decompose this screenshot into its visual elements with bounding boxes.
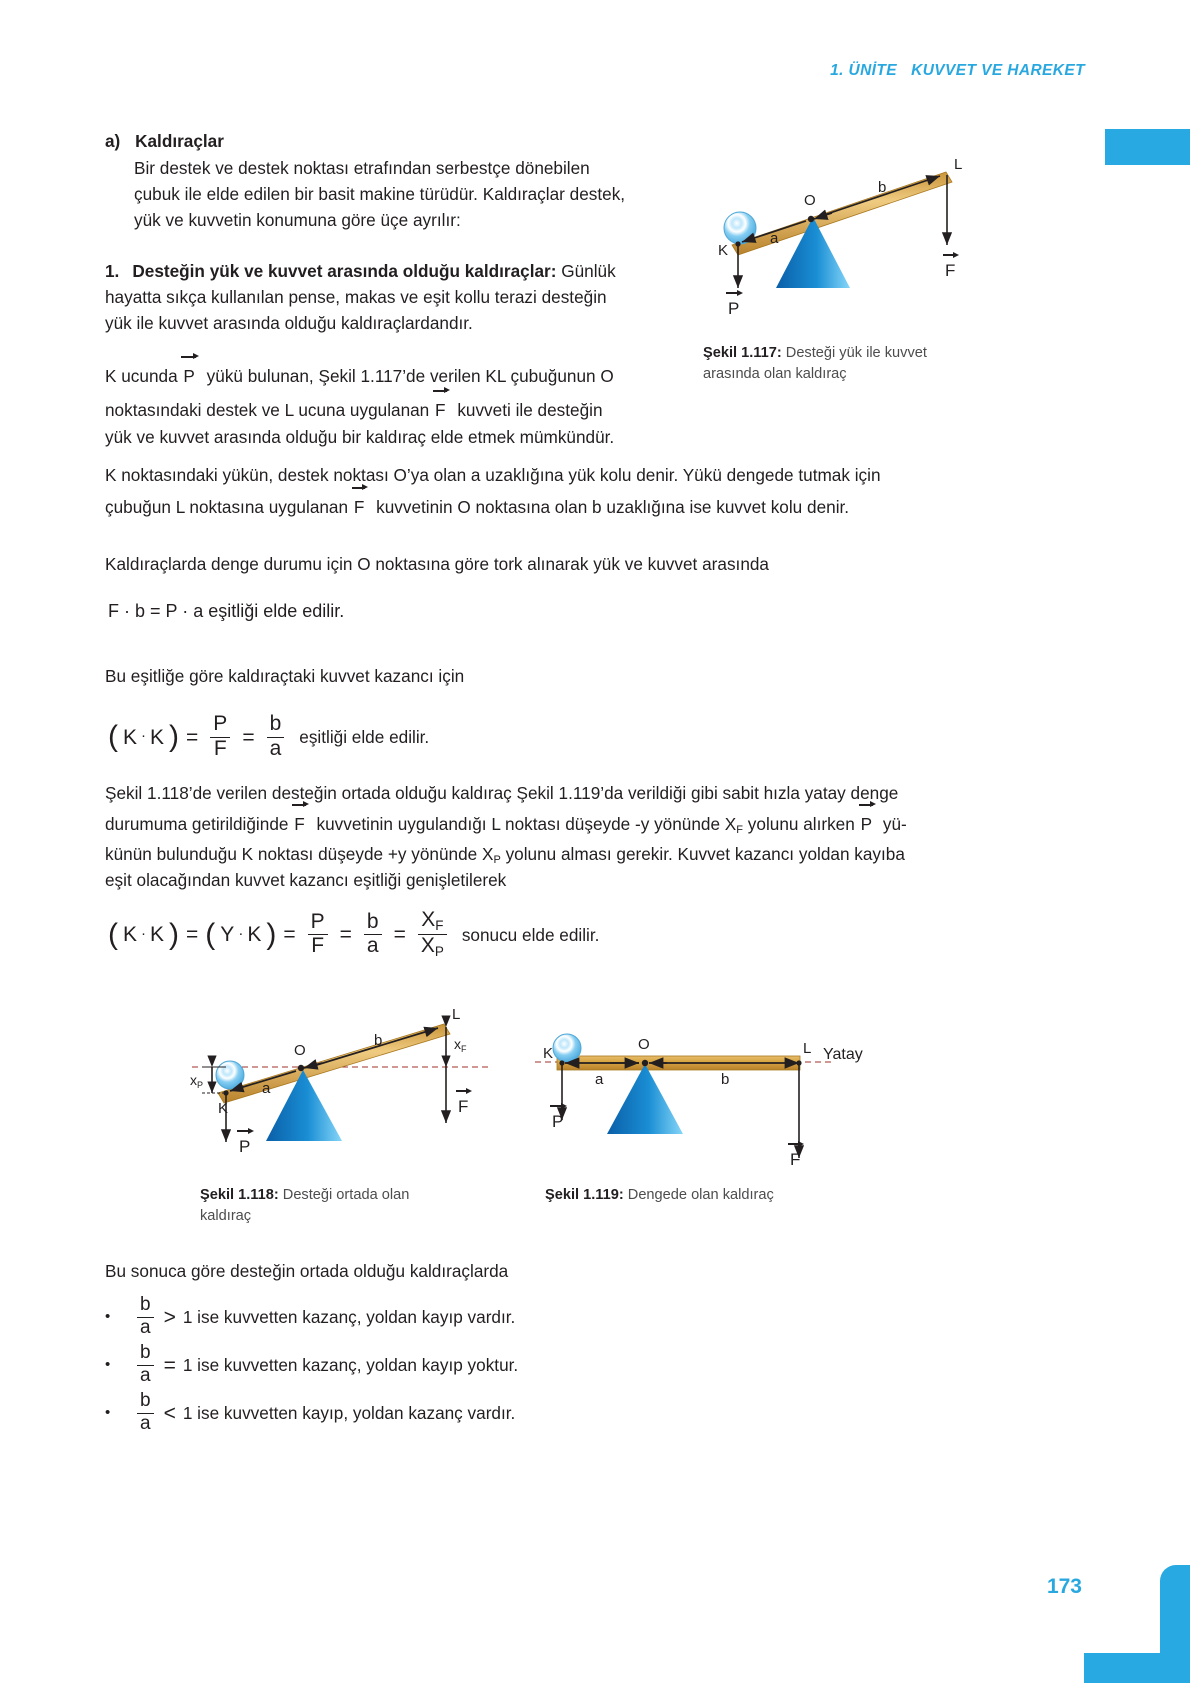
eq2-dot-2: ·	[238, 924, 244, 942]
para2-l2-b: kuvveti ile desteğin	[457, 400, 603, 420]
para3-l2-a: çubuğun L noktasına uygulanan	[105, 497, 349, 517]
label-O-118: O	[294, 1042, 306, 1059]
para6-l3-b: yolunu alması gerekir. Kuvvet kazancı yoldan kayıba	[500, 844, 905, 864]
equation-1	[108, 714, 429, 761]
eq2-tail: sonucu elde edilir.	[461, 924, 600, 945]
para5: Bu eşitliğe göre kaldıraçtaki kuvvet kazancı için	[105, 666, 465, 686]
label-xP-118: $x_P$	[190, 1072, 204, 1090]
section-title: Kaldıraçlar	[135, 131, 224, 151]
figure-1-117	[700, 145, 990, 345]
item1-line-2: hayatta sıkça kullanılan pense, makas ve eşit kollu terazi desteğin	[105, 287, 607, 307]
eq2-f3-den-sub: P	[434, 944, 444, 959]
caption-1-118	[200, 1185, 450, 1227]
pivot-point-O-119	[642, 1060, 648, 1066]
para6-line-2	[105, 811, 907, 844]
running-head: 1. ÜNİTE KUVVET VE HAREKET	[830, 62, 1085, 79]
eq2-f3-den: X	[420, 934, 435, 958]
load-ball-119	[553, 1034, 581, 1062]
eq1-tail: eşitliği elde edilir.	[299, 727, 430, 748]
label-b-119: b	[721, 1071, 730, 1088]
item1-number: 1.	[105, 261, 120, 281]
caption-1-119-text: Dengede olan kaldıraç	[623, 1187, 774, 1203]
section-heading	[105, 128, 224, 155]
fig117-label-P	[727, 299, 740, 319]
corner-decoration	[1084, 1565, 1190, 1683]
vector-F-inline-1: F	[434, 397, 447, 424]
para6-l2-a: durumuma getirildiğinde	[105, 814, 289, 834]
label-a-118: a	[262, 1080, 271, 1097]
section-marker: a)	[105, 131, 121, 151]
bullet-1-text: 1 ise kuvvetten kazanç, yoldan kayıp vardır.	[182, 1307, 516, 1328]
page-number: 173	[1046, 1575, 1082, 1598]
eq1-K2: K	[150, 725, 165, 749]
caption-1-117-text: Desteği yük ile kuvvet	[781, 345, 927, 361]
bullet-3-comparator: <	[163, 1401, 176, 1425]
para6-l2-d: yü-	[882, 814, 907, 834]
eq2-equals-1: =	[186, 923, 199, 947]
fig119-label-P	[551, 1112, 564, 1132]
bullet-2-comparator: =	[163, 1353, 176, 1377]
eq2-equals-3: =	[339, 923, 352, 947]
para6-l3-a: künün bulunduğu K noktası düşeyde +y yönünde X	[105, 844, 494, 864]
label-yatay: Yatay	[823, 1046, 863, 1063]
label-O-119: O	[638, 1036, 650, 1053]
figure-1-118	[190, 1005, 490, 1195]
bullet-dot-1: •	[105, 1308, 111, 1326]
eq2-f3-num-wrap	[418, 909, 447, 933]
corner-vertical-bar	[1160, 1565, 1190, 1683]
label-L-118: L	[452, 1006, 461, 1023]
fulcrum-119	[607, 1064, 683, 1134]
para2-l1-a: K ucunda	[105, 366, 178, 386]
vector-P-fig118: P	[238, 1137, 251, 1157]
eq2-f1-num: P	[310, 909, 325, 933]
eq2-equals-2: =	[283, 923, 296, 947]
bullet-2-fraction	[137, 1343, 154, 1386]
caption-1-117	[703, 343, 973, 385]
fig119-label-F	[789, 1150, 801, 1170]
item1-rest: Günlük	[556, 261, 616, 281]
eq2-K3: K	[247, 923, 262, 947]
eq1-dot: ·	[141, 727, 147, 745]
eq2-f1-den: F	[308, 934, 328, 958]
eq2-open-paren-2: (	[205, 917, 216, 951]
eq1-close-paren: )	[169, 720, 180, 754]
vector-F-fig119: F	[789, 1150, 801, 1170]
eq2-Y: Y	[220, 923, 235, 947]
eq1-frac2-num: b	[269, 712, 282, 735]
label-b: b	[878, 179, 887, 196]
eq2-close-paren-1: )	[169, 917, 180, 951]
caption-1-118-bold: Şekil 1.118:	[200, 1187, 279, 1203]
intro-line-3: yük ve kuvvetin konumuna göre üçe ayrılır:	[134, 210, 461, 230]
vector-F-fig118: F	[457, 1097, 469, 1117]
intro-line-1: Bir destek ve destek noktası etrafından serbestçe dönebilen	[134, 158, 590, 178]
header-accent-tab	[1105, 129, 1190, 165]
para2-line-3: yük ve kuvvet arasında olduğu bir kaldıraç elde etmek mümkündür.	[105, 427, 615, 447]
eq1-equals-2: =	[242, 725, 255, 749]
vector-F-inline-2: F	[353, 494, 366, 521]
bullet-1-den: a	[137, 1317, 154, 1339]
label-a-119: a	[595, 1071, 604, 1088]
eq1-K1: K	[123, 725, 138, 749]
bullet-2-den: a	[137, 1365, 154, 1387]
label-L: L	[954, 156, 963, 173]
eq1-frac2-den: a	[267, 737, 285, 761]
para6-l2-subF: F	[736, 824, 744, 837]
caption-1-117-bold: Şekil 1.117:	[703, 345, 782, 361]
item1-line-3: yük ile kuvvet arasında olduğu kaldıraçlardandır.	[105, 313, 473, 333]
bullet-item-3	[105, 1392, 515, 1435]
eq1-fraction-PF	[210, 713, 230, 760]
bullet-3-text: 1 ise kuvvetten kayıp, yoldan kazanç vardır.	[182, 1403, 516, 1424]
vector-F-inline-3: F	[293, 811, 306, 838]
lever-bar-118	[218, 1024, 450, 1103]
vector-P-inline-2: P	[860, 811, 873, 838]
intro-line-2: çubuk ile elde edilen bir basit makine türüdür. Kaldıraçlar destek,	[134, 184, 626, 204]
para3-line-1: K noktasındaki yükün, destek noktası O’ya olan a uzaklığına yük kolu denir. Yükü dengede tutmak için	[105, 465, 881, 485]
bullet-2-text: 1 ise kuvvetten kazanç, yoldan kayıp yoktur.	[182, 1355, 519, 1376]
para2-line-2	[105, 397, 603, 424]
bullet-3-num: b	[140, 1390, 151, 1411]
para2-l1-b: yükü bulunan, Şekil 1.117’de verilen KL çubuğunun O	[206, 366, 614, 386]
caption-1-119-bold: Şekil 1.119:	[545, 1187, 624, 1203]
eq2-fraction-PF	[308, 911, 328, 958]
bullet-1-fraction	[137, 1295, 154, 1338]
para6-l2-b: kuvvetinin uygulandığı L noktası düşeyde -y yönünde X	[316, 814, 737, 834]
fig117-label-F	[944, 261, 956, 281]
bullet-2-num: b	[140, 1342, 151, 1363]
pivot-point-O-118	[298, 1065, 304, 1071]
caption-1-118-text: Desteği ortada olan	[278, 1187, 410, 1203]
item1-line-1	[105, 258, 616, 285]
label-L-119: L	[803, 1040, 812, 1057]
para7: Bu sonuca göre desteğin ortada olduğu kaldıraçlarda	[105, 1261, 509, 1281]
bullet-item-2	[105, 1344, 518, 1387]
eq2-dot-1: ·	[141, 924, 147, 942]
para3-l2-b: kuvvetinin O noktasına olan b uzaklığına ise kuvvet kolu denir.	[376, 497, 850, 517]
para6-line-4: eşit olacağından kuvvet kazancı eşitliği genişletilerek	[105, 870, 507, 890]
label-K-119: K	[543, 1045, 554, 1062]
bullet-1-comparator: >	[163, 1305, 176, 1329]
para2-line-1	[105, 363, 614, 390]
caption-1-119	[545, 1185, 845, 1206]
para2-l2-a: noktasındaki destek ve L ucuna uygulanan	[105, 400, 430, 420]
vector-P-fig117: P	[727, 299, 740, 319]
figure-1-119	[535, 1020, 855, 1195]
label-b-118: b	[374, 1032, 383, 1049]
label-xF-118: $x_F$	[454, 1036, 467, 1054]
bullet-1-num: b	[140, 1294, 151, 1315]
eq2-close-paren-2: )	[266, 917, 277, 951]
para4: Kaldıraçlarda denge durumu için O noktasına göre tork alınarak yük ve kuvvet arasında	[105, 554, 769, 574]
bullet-dot-2: •	[105, 1356, 111, 1374]
vector-F-fig117: F	[944, 261, 956, 281]
equation-torque: F · b = P · a eşitliği elde edilir.	[108, 601, 345, 621]
eq2-f3-num: X	[421, 908, 436, 931]
bullet-dot-3: •	[105, 1404, 111, 1422]
equation-2	[108, 910, 599, 961]
eq1-frac1-num: P	[213, 712, 228, 735]
lever-bar	[732, 172, 952, 255]
label-O: O	[804, 192, 816, 209]
para6-l2-c: yolunu alırken	[743, 814, 855, 834]
eq1-frac1-den: F	[210, 737, 230, 761]
eq1-fraction-ba	[267, 713, 285, 760]
eq1-equals-1: =	[186, 725, 199, 749]
eq2-f2-num: b	[366, 909, 379, 933]
eq2-f3-den-wrap	[418, 934, 447, 959]
eq2-K2: K	[150, 923, 165, 947]
eq2-f3-num-sub: F	[435, 917, 444, 933]
label-a: a	[770, 230, 779, 247]
fig118-label-F	[457, 1097, 469, 1117]
vector-P-inline-1: P	[182, 363, 195, 390]
label-K-118: K	[218, 1100, 229, 1117]
eq2-open-paren-1: (	[108, 917, 118, 951]
para3-line-2	[105, 494, 849, 521]
eq2-K1: K	[123, 923, 138, 947]
para6-line-1: Şekil 1.118’de verilen desteğin ortada olduğu kaldıraç Şekil 1.119’da verildiği gibi sabit hızla yatay denge	[105, 783, 899, 803]
bullet-3-den: a	[137, 1413, 154, 1435]
label-K: K	[718, 242, 729, 259]
pivot-point-O	[808, 216, 814, 222]
para6-l3-subP: P	[493, 854, 501, 867]
caption-1-118-text2: kaldıraç	[200, 1208, 252, 1224]
load-ball-118	[216, 1061, 244, 1089]
bullet-item-1	[105, 1296, 515, 1339]
eq1-open-paren: (	[108, 720, 118, 754]
eq2-f2-den: a	[364, 934, 382, 958]
vector-P-fig119: P	[551, 1112, 564, 1132]
eq2-equals-4: =	[393, 923, 406, 947]
fig118-label-P	[238, 1137, 251, 1157]
item1-bold: Desteğin yük ve kuvvet arasında olduğu kaldıraçlar:	[132, 261, 557, 281]
eq2-fraction-XFXP	[418, 909, 447, 960]
bullet-3-fraction	[137, 1391, 154, 1434]
eq2-fraction-ba	[364, 911, 382, 958]
caption-1-117-text2: arasında olan kaldıraç	[703, 366, 847, 382]
